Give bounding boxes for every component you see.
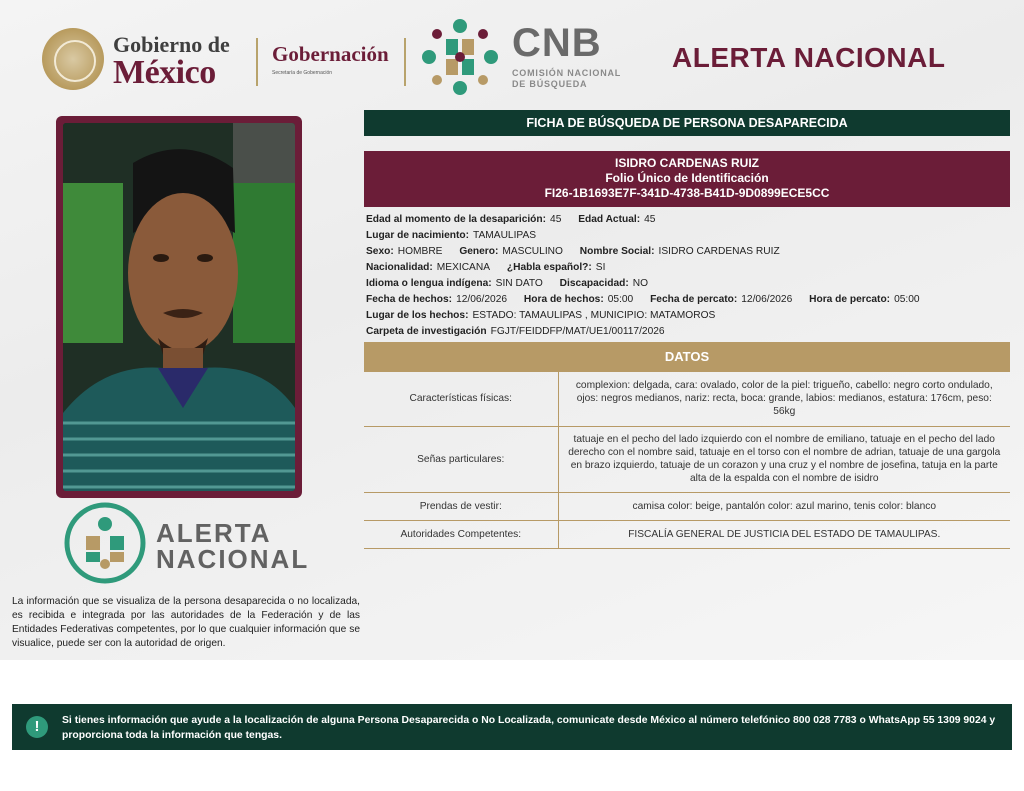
- info-label: Carpeta de investigación: [366, 326, 487, 337]
- info-value: HOMBRE: [397, 246, 443, 257]
- gobernacion-subtext: Secretaría de Gobernación: [272, 70, 333, 76]
- alerta-emblem-icon: [64, 502, 146, 584]
- national-seal-icon: [42, 28, 104, 90]
- alert-icon: !: [26, 716, 48, 738]
- divider: [256, 38, 258, 86]
- person-name-bar: [364, 151, 1010, 207]
- gobernacion-logo: [272, 42, 389, 76]
- info-label: Genero:: [459, 246, 499, 257]
- datos-table: [364, 372, 1010, 549]
- info-label: Edad al momento de la desaparición:: [366, 214, 547, 225]
- info-label: Discapacidad:: [559, 278, 629, 289]
- info-value: ESTADO: TAMAULIPAS , MUNICIPIO: MATAMOROS: [472, 310, 716, 321]
- info-value: NO: [632, 278, 649, 289]
- info-label: Lugar de nacimiento:: [366, 230, 470, 241]
- person-name: ISIDRO CARDENAS RUIZ: [614, 156, 759, 170]
- alerta-logo-text: [156, 520, 309, 572]
- info-value: SIN DATO: [495, 278, 543, 289]
- info-row: [366, 324, 1010, 340]
- table-row: [364, 426, 1010, 492]
- ficha-title-bar: FICHA DE BÚSQUEDA DE PERSONA DESAPARECIDA: [364, 110, 1010, 136]
- info-value: 45: [644, 214, 656, 225]
- cnb-emblem-icon: [420, 17, 500, 97]
- cnb-acronym: CNB: [512, 21, 602, 65]
- info-label: Sexo:: [366, 246, 394, 257]
- info-row: [366, 212, 1010, 228]
- gobierno-de-mexico-logo: [113, 34, 230, 90]
- info-label: Hora de percato:: [809, 294, 891, 305]
- table-row-value: FISCALÍA GENERAL DE JUSTICIA DEL ESTADO DE TAMAULIPAS.: [558, 520, 1010, 548]
- info-label: Fecha de percato:: [650, 294, 738, 305]
- gobierno-line2: México: [113, 54, 216, 91]
- person-photo: [63, 123, 295, 491]
- info-value: 12/06/2026: [456, 294, 508, 305]
- cnb-line1: COMISIÓN NACIONAL: [512, 68, 622, 78]
- gobierno-line1: Gobierno de: [113, 32, 230, 57]
- info-row: [366, 292, 1010, 308]
- table-row-value: complexion: delgada, cara: ovalado, color de la piel: trigueño, cabello: negro corto ondulado, ojos: negros medianos, nariz: recta, boca: grande, labios: medianos, estatura: 176cm, peso: 56kg: [558, 372, 1010, 426]
- info-row: [366, 228, 1010, 244]
- info-value: 12/06/2026: [741, 294, 793, 305]
- gobernacion-text: Gobernación: [272, 42, 389, 66]
- info-label: ¿Habla español?:: [506, 262, 592, 273]
- divider: [404, 38, 406, 86]
- contact-footer: [12, 704, 1012, 750]
- info-label: Nacionalidad:: [366, 262, 433, 273]
- folio-value: FI26-1B1693E7F-341D-4738-B41D-9D0899ECE5CC: [544, 186, 830, 200]
- info-row: [366, 260, 1010, 276]
- info-value: TAMAULIPAS: [473, 230, 537, 241]
- info-value: 05:00: [894, 294, 920, 305]
- folio-label: Folio Único de Identificación: [605, 171, 769, 185]
- table-row-value: tatuaje en el pecho del lado izquierdo con el nombre de emiliano, tatuaje en el pecho del lado derecho con el nombre said, tatuaje en el torso con el nombre de adrian, tatuaje de una gargola en brazo izquierdo, tatuaje de un corazon y una cruz y el nombre de josefina, tatuja en la parte alta de la espalda con el nombre de isidro: [558, 426, 1010, 492]
- table-row: [364, 372, 1010, 426]
- table-row-label: Señas particulares:: [364, 426, 558, 492]
- info-value: 05:00: [607, 294, 634, 305]
- info-row: [366, 244, 1010, 260]
- info-label: Edad Actual:: [578, 214, 641, 225]
- info-value: FGJT/FEIDDFP/MAT/UE1/00117/2026: [490, 326, 665, 337]
- datos-title-bar: DATOS: [364, 342, 1010, 372]
- person-info: [366, 212, 1010, 340]
- disclaimer-text: La información que se visualiza de la persona desaparecida o no localizada, es recibida e integrada por las autoridades de la Federación y de las Entidades Federativas competentes, por lo que cualquier información que se visualice, puede ser con la autoridad de origen.: [12, 596, 360, 649]
- info-value: SI: [595, 262, 606, 273]
- table-row: [364, 520, 1010, 548]
- info-value: ISIDRO CARDENAS RUIZ: [658, 246, 780, 257]
- info-label: Lugar de los hechos:: [366, 310, 469, 321]
- contact-message: Si tienes información que ayude a la localización de alguna Persona Desaparecida o No Localizada, comunicate desde México al número telefónico 800 028 7783 o WhatsApp 55 1309 9024 y proporciona toda la información que tengas.: [62, 715, 996, 741]
- info-label: Fecha de hechos:: [366, 294, 453, 305]
- info-label: Hora de hechos:: [523, 294, 604, 305]
- info-label: Nombre Social:: [579, 246, 655, 257]
- alerta-nacional-logo: [64, 500, 314, 588]
- cnb-line2: DE BÚSQUEDA: [512, 79, 588, 89]
- info-label: Idioma o lengua indígena:: [366, 278, 492, 289]
- info-value: MASCULINO: [502, 246, 563, 257]
- page-title: ALERTA NACIONAL: [672, 42, 946, 73]
- table-row-value: camisa color: beige, pantalón color: azul marino, tenis color: blanco: [558, 492, 1010, 520]
- info-value: MEXICANA: [436, 262, 491, 273]
- alerta-logo-line1: ALERTA: [156, 518, 272, 548]
- table-row-label: Autoridades Competentes:: [364, 520, 558, 548]
- info-row: [366, 276, 1010, 292]
- cnb-logo: [512, 22, 621, 90]
- table-row-label: Prendas de vestir:: [364, 492, 558, 520]
- table-row: [364, 492, 1010, 520]
- alerta-logo-line2: NACIONAL: [156, 544, 310, 574]
- info-row: [366, 308, 1010, 324]
- header: [0, 0, 1024, 104]
- table-row-label: Características físicas:: [364, 372, 558, 426]
- info-value: 45: [550, 214, 562, 225]
- person-photo-frame: [56, 116, 302, 498]
